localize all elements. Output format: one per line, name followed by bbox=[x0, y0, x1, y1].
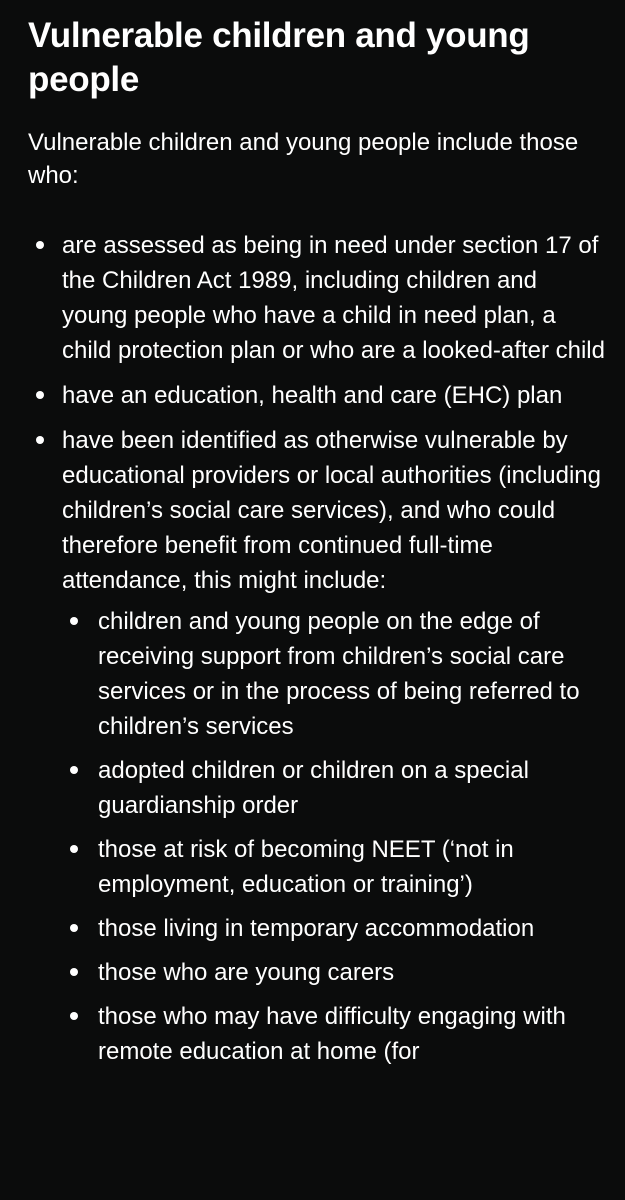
sub-list-item: those who are young carers bbox=[62, 955, 608, 990]
sub-list-item: those who may have difficulty engaging with remote education at home (for bbox=[62, 999, 608, 1069]
list-item: are assessed as being in need under section 17 of the Children Act 1989, including children and young people who have a child in need plan, a child protection plan or who are a looked-after child bbox=[28, 228, 608, 368]
list-item-text: have been identified as otherwise vulnerable by educational providers or local authorities (including children’s social care services), and who could therefore benefit from continued full-time attendance, this might include: bbox=[62, 427, 601, 594]
intro-paragraph: Vulnerable children and young people include those who: bbox=[28, 129, 579, 189]
list-item bbox=[28, 423, 608, 1069]
vulnerable-criteria-list bbox=[28, 228, 608, 1069]
sub-list-item: those at risk of becoming NEET (‘not in employment, education or training’) bbox=[62, 832, 608, 902]
article-content bbox=[28, 14, 608, 1079]
sub-list-item: adopted children or children on a special guardianship order bbox=[62, 753, 608, 823]
section-heading: Vulnerable children and young people bbox=[28, 16, 530, 99]
sub-list-item: those living in temporary accommodation bbox=[62, 911, 608, 946]
list-item: have an education, health and care (EHC) plan bbox=[28, 378, 608, 413]
sub-list bbox=[62, 604, 608, 1069]
sub-list-item: children and young people on the edge of receiving support from children’s social care services or in the process of being referred to children’s services bbox=[62, 604, 608, 744]
